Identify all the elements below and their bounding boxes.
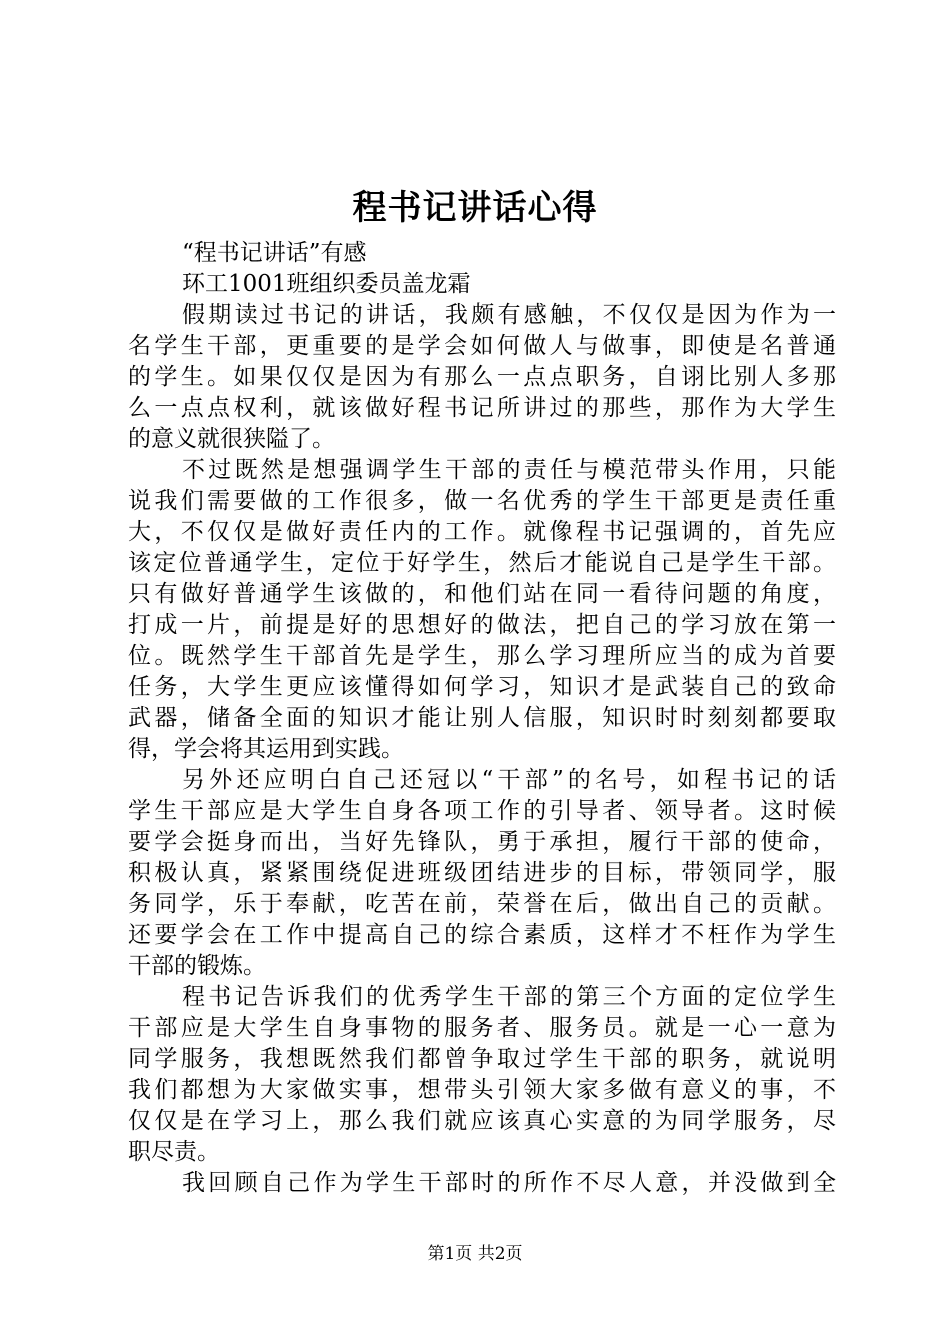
body-line: 要学会挺身而出，当好先锋队，勇于承担，履行干部的使命， bbox=[128, 829, 836, 855]
body-line: 的学生。如果仅仅是因为有那么一点点职务，自诩比别人多那 bbox=[128, 364, 836, 390]
body-line: 么一点点权利，就该做好程书记所讲过的那些，那作为大学生 bbox=[128, 395, 836, 421]
body-line: 积极认真，紧紧围绕促进班级团结进步的目标，带领同学，服 bbox=[128, 860, 836, 886]
body-line: 务同学，乐于奉献，吃苦在前，荣誉在后，做出自己的贡献。 bbox=[128, 891, 836, 917]
body-line: 程书记告诉我们的优秀学生干部的第三个方面的定位学生 bbox=[182, 984, 836, 1010]
body-line: 大，不仅仅是做好责任内的工作。就像程书记强调的，首先应 bbox=[128, 519, 836, 545]
body-line: 打成一片，前提是好的思想好的做法，把自己的学习放在第一 bbox=[128, 612, 836, 638]
body-line: 说我们需要做的工作很多，做一名优秀的学生干部更是责任重 bbox=[128, 488, 836, 514]
body-line: 任务，大学生更应该懂得如何学习，知识才是武装自己的致命 bbox=[128, 674, 836, 700]
body-line: 干部的锻炼。 bbox=[128, 953, 266, 979]
body-line: 不过既然是想强调学生干部的责任与模范带头作用，只能 bbox=[182, 457, 836, 483]
body-line: 该定位普通学生，定位于好学生，然后才能说自己是学生干部。 bbox=[128, 550, 836, 576]
body-line: 环工1001班组织委员盖龙霜 bbox=[182, 271, 471, 297]
document-title: 程书记讲话心得 bbox=[352, 188, 598, 228]
body-line: 只有做好普通学生该做的，和他们站在同一看待问题的角度， bbox=[128, 581, 836, 607]
body-line: 我们都想为大家做实事，想带头引领大家多做有意义的事，不 bbox=[128, 1077, 836, 1103]
body-line: 名学生干部，更重要的是学会如何做人与做事，即使是名普通 bbox=[128, 333, 836, 359]
body-line: 武器，储备全面的知识才能让别人信服，知识时时刻刻都要取 bbox=[128, 705, 836, 731]
document-body bbox=[128, 238, 836, 1199]
body-line: 同学服务，我想既然我们都曾争取过学生干部的职务，就说明 bbox=[128, 1046, 836, 1072]
body-line: 学生干部应是大学生自身各项工作的引导者、领导者。这时候 bbox=[128, 798, 836, 824]
body-line: 位。既然学生干部首先是学生，那么学习理所应当的成为首要 bbox=[128, 643, 836, 669]
body-line: 的意义就很狭隘了。 bbox=[128, 426, 335, 452]
body-line: 还要学会在工作中提高自己的综合素质，这样才不枉作为学生 bbox=[128, 922, 836, 948]
body-line: 干部应是大学生自身事物的服务者、服务员。就是一心一意为 bbox=[128, 1015, 836, 1041]
body-line: 另外还应明白自己还冠以“干部”的名号，如程书记的话 bbox=[182, 767, 836, 793]
page-footer: 第1页 共2页 bbox=[427, 1244, 523, 1264]
body-line: 仅仅是在学习上，那么我们就应该真心实意的为同学服务，尽 bbox=[128, 1108, 836, 1134]
body-line: 假期读过书记的讲话，我颇有感触，不仅仅是因为作为一 bbox=[182, 302, 836, 328]
body-line: “程书记讲话”有感 bbox=[182, 240, 367, 266]
body-line: 我回顾自己作为学生干部时的所作不尽人意，并没做到全 bbox=[182, 1170, 836, 1196]
body-line: 职尽责。 bbox=[128, 1139, 220, 1165]
body-line: 得，学会将其运用到实践。 bbox=[128, 736, 404, 762]
